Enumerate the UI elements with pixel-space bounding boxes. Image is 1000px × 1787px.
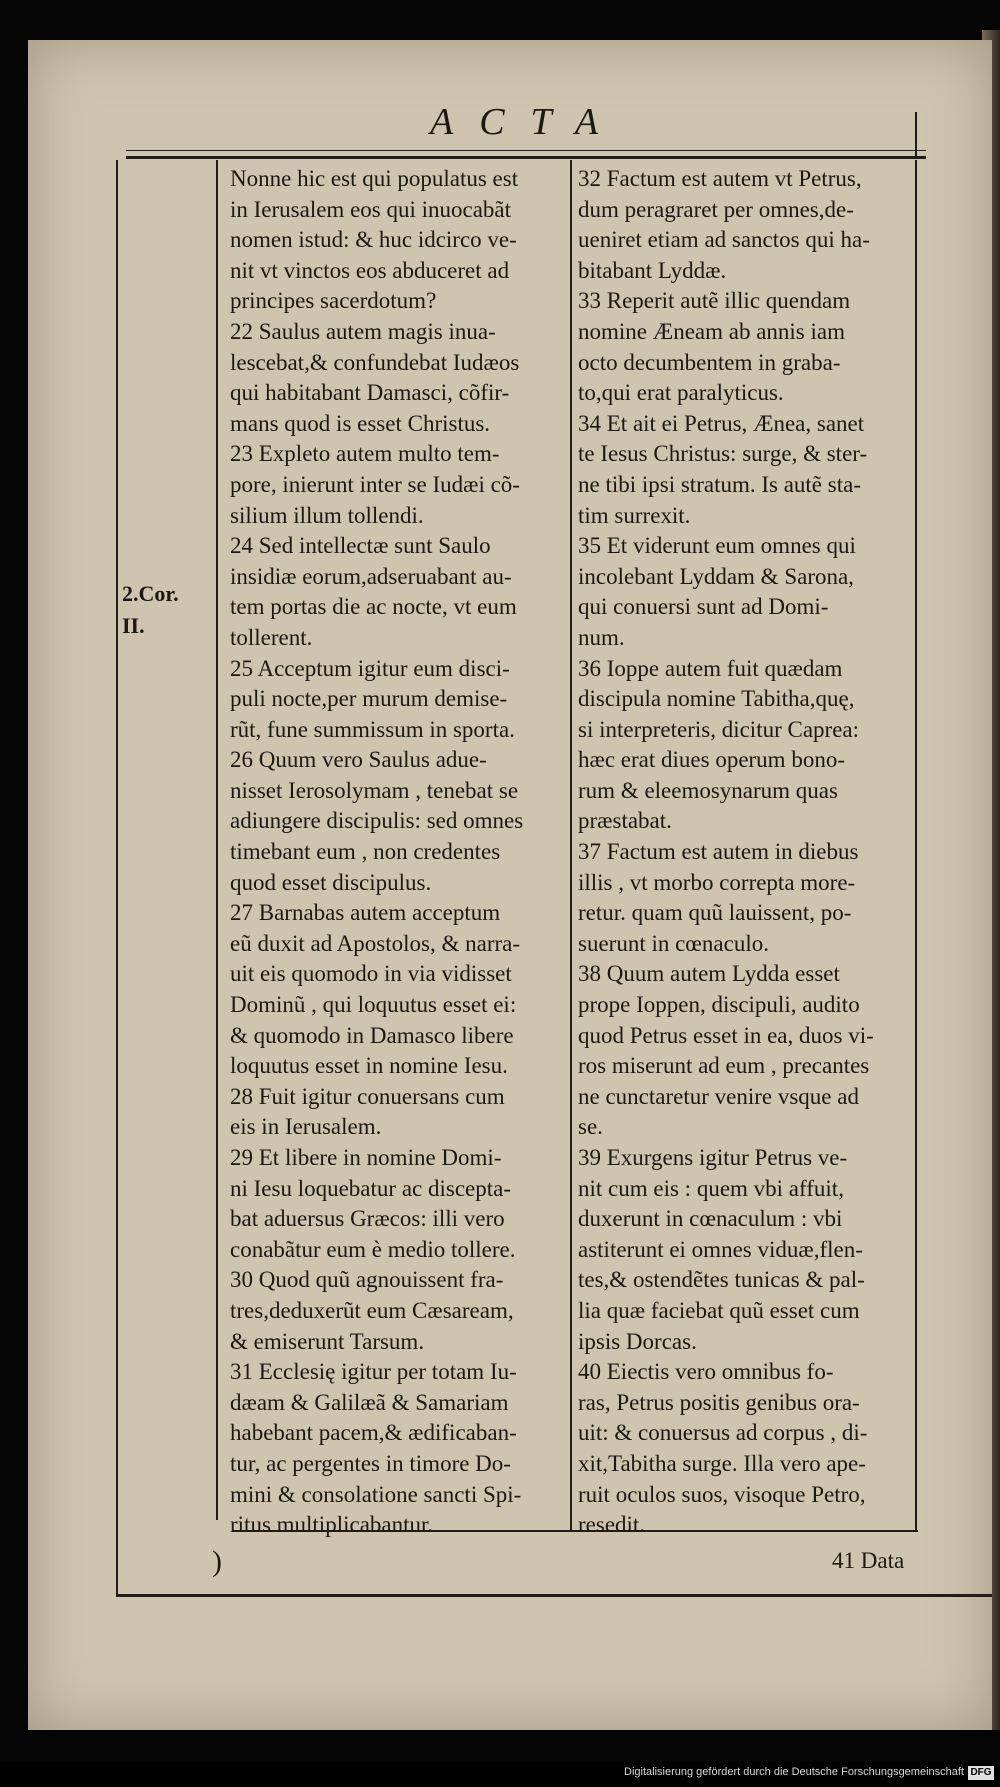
text-line: 35 Et viderunt eum omnes qui bbox=[578, 533, 856, 559]
text-line: si interpreteris, dicitur Caprea: bbox=[578, 716, 860, 742]
text-line: rũt, fune summissum in sporta. bbox=[230, 716, 515, 742]
text-line: nomen istud: & huc idcirco ve- bbox=[230, 227, 517, 253]
text-line: ipsis Dorcas. bbox=[578, 1328, 697, 1354]
text-line: 27 Barnabas autem acceptum bbox=[230, 900, 501, 926]
text-line: quod Petrus esset in ea, duos vi- bbox=[578, 1022, 874, 1048]
text-line: xit,Tabitha surge. Illa vero ape- bbox=[578, 1450, 866, 1476]
text-line: nisset Ierosolymam , tenebat se bbox=[230, 777, 519, 803]
text-line: ueniret etiam ad sanctos qui ha- bbox=[578, 227, 870, 253]
text-line: mini & consolatione sancti Spi- bbox=[230, 1481, 522, 1507]
catchword: 41 Data bbox=[832, 1548, 905, 1573]
text-line: duxerunt in cœnaculum : vbi bbox=[578, 1206, 843, 1232]
text-line: tur, ac pergentes in timore Do- bbox=[230, 1450, 511, 1476]
text-line: nomine Æneam ab annis iam bbox=[578, 318, 845, 344]
dfg-logo-icon: DFG bbox=[968, 1766, 994, 1780]
text-line: 24 Sed intellectæ sunt Saulo bbox=[230, 533, 491, 559]
text-line: eũ duxit ad Apostolos, & narra- bbox=[230, 930, 521, 956]
text-line: hæc erat diues operum bono- bbox=[578, 747, 845, 773]
outer-right-rule bbox=[915, 160, 917, 1530]
text-line: astiterunt ei omnes viduæ,flen- bbox=[578, 1236, 863, 1262]
margin-note-line: 2.Cor. bbox=[122, 581, 179, 606]
margin-rule bbox=[216, 160, 218, 1520]
text-line: loquutus esset in nomine Iesu. bbox=[230, 1053, 508, 1079]
text-line: præstabat. bbox=[578, 808, 672, 834]
text-line: dum peragraret per omnes,de- bbox=[578, 196, 854, 222]
text-line: bitabant Lyddæ. bbox=[578, 257, 727, 283]
text-line: prope Ioppen, discipuli, audito bbox=[578, 992, 860, 1018]
footer-credit: Digitalisierung gefördert durch die Deutsche Forschungsgemeinschaft bbox=[624, 1766, 964, 1778]
text-line: 28 Fuit igitur conuersans cum bbox=[230, 1083, 505, 1109]
text-line: 34 Et ait ei Petrus, Ænea, sanet bbox=[578, 410, 865, 436]
text-line: & emiserunt Tarsum. bbox=[230, 1328, 425, 1354]
text-line: tres,deduxerũt eum Cæsaream, bbox=[230, 1297, 514, 1323]
text-line: nit cum eis : quem vbi affuit, bbox=[578, 1175, 844, 1201]
text-line: 30 Quod quũ agnouissent fra- bbox=[230, 1267, 504, 1293]
text-line: num. bbox=[578, 624, 625, 650]
text-line: 29 Et libere in nomine Domi- bbox=[230, 1145, 502, 1170]
text-line: 36 Ioppe autem fuit quædam bbox=[578, 655, 843, 681]
outer-left-rule bbox=[116, 160, 118, 1596]
text-line: 37 Factum est autem in diebus bbox=[578, 839, 859, 865]
text-line: ros miserunt ad eum , precantes bbox=[578, 1053, 870, 1079]
text-line: octo decumbentem in graba- bbox=[578, 349, 841, 375]
header-rule-right bbox=[915, 112, 917, 158]
margin-note-line: II. bbox=[122, 613, 145, 638]
margin-note bbox=[122, 578, 192, 642]
text-line: 39 Exurgens igitur Petrus ve- bbox=[578, 1145, 848, 1170]
text-line: tem portas die ac nocte, vt eum bbox=[230, 594, 517, 620]
text-line: qui conuersi sunt ad Domi- bbox=[578, 594, 829, 620]
bracket-mark: ) bbox=[212, 1545, 222, 1578]
left-text-column bbox=[230, 164, 564, 1541]
text-line: tollerent. bbox=[230, 624, 313, 650]
text-line: te Iesus Christus: surge, & ster- bbox=[578, 441, 868, 467]
text-line: 23 Expleto autem multo tem- bbox=[230, 441, 500, 467]
text-line: suerunt in cœnaculo. bbox=[578, 930, 769, 956]
text-line: 26 Quum vero Saulus adue- bbox=[230, 747, 487, 773]
text-line: tim surrexit. bbox=[578, 502, 691, 528]
text-line: rum & eleemosynarum quas bbox=[578, 777, 838, 803]
text-line: se. bbox=[578, 1114, 603, 1140]
text-line: ruit oculos suos, visoque Petro, bbox=[578, 1481, 866, 1507]
digitization-footer bbox=[0, 1762, 1000, 1787]
top-rule bbox=[126, 156, 926, 159]
right-text-column bbox=[578, 164, 912, 1541]
text-line: silium illum tollendi. bbox=[230, 502, 424, 528]
text-line: resedit. bbox=[578, 1512, 646, 1538]
running-head: ACTA bbox=[430, 101, 625, 143]
text-line: in Ierusalem eos qui inuocabãt bbox=[230, 196, 512, 222]
text-line: principes sacerdotum? bbox=[230, 288, 437, 314]
top-rule-thin bbox=[126, 150, 926, 151]
text-line: lescebat,& confundebat Iudæos bbox=[230, 349, 520, 375]
text-line: timebant eum , non credentes bbox=[230, 839, 501, 865]
text-line: Dominũ , qui loquutus esset ei: bbox=[230, 992, 517, 1018]
text-line: bat aduersus Græcos: illi vero bbox=[230, 1206, 505, 1232]
text-line: to,qui erat paralyticus. bbox=[578, 380, 784, 406]
text-line: 25 Acceptum igitur eum disci- bbox=[230, 655, 510, 681]
text-line: mans quod is esset Christus. bbox=[230, 410, 491, 436]
text-line: insidiæ eorum,adseruabant au- bbox=[230, 563, 512, 589]
text-line: lia quæ faciebat quũ esset cum bbox=[578, 1297, 860, 1323]
text-line: adiungere discipulis: sed omnes bbox=[230, 808, 524, 834]
text-line: ne cunctaretur venire vsque ad bbox=[578, 1083, 859, 1109]
text-line: 31 Ecclesię igitur per totam Iu- bbox=[230, 1359, 517, 1385]
text-line: 22 Saulus autem magis inua- bbox=[230, 318, 496, 344]
text-line: pore, inierunt inter se Iudæi cõ- bbox=[230, 471, 520, 497]
text-line: discipula nomine Tabitha,quę, bbox=[578, 686, 855, 712]
text-line: uit: & conuersus ad corpus , di- bbox=[578, 1420, 868, 1446]
text-line: nit vt vinctos eos abduceret ad bbox=[230, 257, 510, 283]
text-line: & quomodo in Damasco libere bbox=[230, 1022, 514, 1048]
text-line: tes,& ostendẽtes tunicas & pal- bbox=[578, 1267, 865, 1293]
text-line: Nonne hic est qui populatus est bbox=[230, 166, 519, 191]
text-line: ras, Petrus positis genibus ora- bbox=[578, 1389, 860, 1415]
text-line: quod esset discipulus. bbox=[230, 869, 432, 895]
text-line: incolebant Lyddam & Sarona, bbox=[578, 563, 854, 589]
text-line: 38 Quum autem Lydda esset bbox=[578, 961, 840, 987]
text-line: uit eis quomodo in via vidisset bbox=[230, 961, 512, 987]
text-line: ne tibi ipsi stratum. Is autẽ sta- bbox=[578, 471, 861, 497]
text-line: 32 Factum est autem vt Petrus, bbox=[578, 166, 862, 191]
column-divider bbox=[570, 160, 572, 1532]
text-line: habebant pacem,& ædificaban- bbox=[230, 1420, 517, 1446]
text-line: qui habitabant Damasci, cõfir- bbox=[230, 380, 510, 406]
text-line: dæam & Galilæã & Samariam bbox=[230, 1389, 509, 1415]
text-line: eis in Ierusalem. bbox=[230, 1114, 382, 1140]
text-line: illis , vt morbo correpta more- bbox=[578, 869, 856, 895]
text-line: 40 Eiectis vero omnibus fo- bbox=[578, 1359, 834, 1385]
text-line: conabãtur eum è medio tollere. bbox=[230, 1236, 516, 1262]
text-line: puli nocte,per murum demise- bbox=[230, 686, 508, 712]
text-line: ritus multiplicabantur. bbox=[230, 1512, 434, 1538]
text-line: retur. quam quũ lauissent, po- bbox=[578, 900, 852, 926]
bottom-frame-rule bbox=[116, 1594, 992, 1597]
text-line: 33 Reperit autẽ illic quendam bbox=[578, 288, 851, 314]
text-line: ni Iesu loquebatur ac discepta- bbox=[230, 1175, 511, 1201]
